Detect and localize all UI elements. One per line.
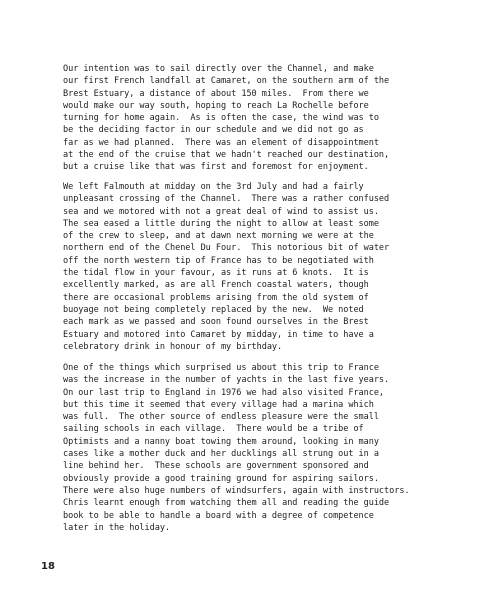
page-number: 18 [41,561,55,572]
paragraph-1 [63,63,481,174]
text-line: unpleasant crossing of the Channel. There was a rather confused [63,194,390,205]
text-line: obviously provide a good training ground for aspiring sailors. [63,473,379,484]
text-line: We left Falmouth at midday on the 3rd July and had a fairly [63,182,364,192]
text-line: buoyage not being completely replaced by the new. We noted [63,304,364,315]
text-line: off the north western tip of France has to be negotiated with [63,255,374,266]
text-line: each mark as we passed and soon found ourselves in the Brest [63,317,369,328]
text-line: Optimists and a nanny boat towing them around, looking in many [63,436,379,447]
text-line: was full. The other source of endless pleasure were the small [63,412,379,423]
paragraph-2 [63,181,481,353]
text-line: turning for home again. As is often the case, the wind was to [63,113,379,124]
text-line: but a cruise like that was first and foremost for enjoyment. [63,162,369,173]
text-line: there are occasional problems arising from the old system of [63,292,369,303]
text-line: There were also huge numbers of windsurfers, again with instructors. [63,485,410,496]
text-line: the tidal flow in your favour, as it runs at 6 knots. It is [63,268,369,279]
text-line: book to be able to handle a board with a degree of competence [63,510,374,521]
paragraph-3 [63,362,481,534]
text-line: Chris learnt enough from watching them all and reading the guide [63,498,390,509]
text-line: sailing schools in each village. There would be a tribe of [63,424,364,435]
text-line: line behind her. These schools are government sponsored and [63,461,369,472]
text-line: Estuary and motored into Camaret by midday, in time to have a [63,329,374,340]
text-line: Our intention was to sail directly over the Channel, and make [63,64,374,74]
text-line: our first French landfall at Camaret, on the southern arm of the [63,76,390,87]
text-line: far as we had planned. There was an element of disappointment [63,137,379,148]
text-line: One of the things which surprised us about this trip to France [63,363,379,373]
text-line: The sea eased a little during the night to allow at least some [63,218,379,229]
text-line: would make our way south, hoping to reach La Rochelle before [63,100,369,111]
text-line: at the end of the cruise that we hadn't reached our destination, [63,150,390,161]
text-line: of the crew to sleep, and at dawn next morning we were at the [63,231,374,242]
text-line: be the deciding factor in our schedule and we did not go as [63,125,364,136]
text-line: northern end of the Chenel Du Four. This notorious bit of water [63,243,390,254]
text-line: excellently marked, as are all French coastal waters, though [63,280,369,291]
text-line: later in the holiday. [63,522,171,533]
text-line: was the increase in the number of yachts in the last five years. [63,375,390,386]
text-line: Brest Estuary, a distance of about 150 miles. From there we [63,88,369,99]
text-line: On our last trip to England in 1976 we had also visited France, [63,387,385,398]
text-line: celebratory drink in honour of my birthday. [63,341,283,352]
text-line: but this time it seemed that every village had a marina which [63,399,374,410]
text-line: cases like a mother duck and her ducklings all strung out in a [63,449,379,460]
text-line: sea and we motored with not a great deal of wind to assist us. [63,206,379,217]
